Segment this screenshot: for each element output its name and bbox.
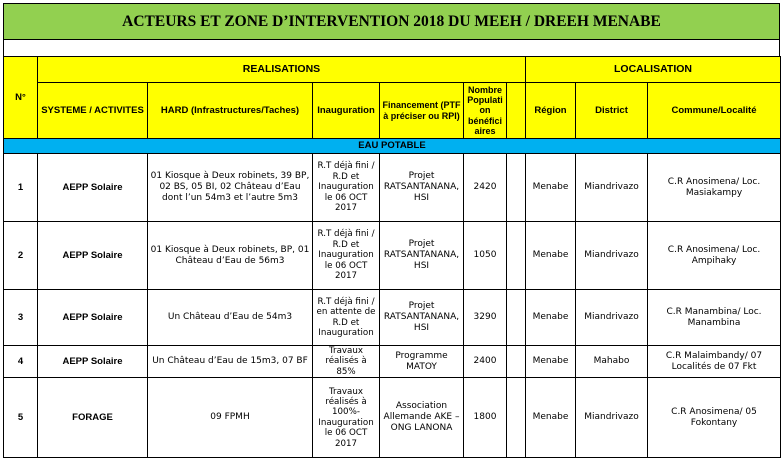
row-district: Miandrivazo: [576, 154, 648, 222]
row-population: 2420: [464, 154, 507, 222]
row-systeme: AEPP Solaire: [38, 222, 148, 290]
section-eau-potable: EAU POTABLE: [4, 139, 781, 154]
header-empty: [507, 83, 526, 139]
row-inauguration: Travaux réalisés à 85%: [313, 346, 380, 378]
header-realisations: REALISATIONS: [38, 57, 526, 83]
page-title: ACTEURS ET ZONE D’INTERVENTION 2018 DU MEEH / DREEH MENABE: [3, 3, 780, 40]
row-population: 3290: [464, 290, 507, 346]
row-financement: Projet RATSANTANANA, HSI: [380, 290, 464, 346]
row-systeme: AEPP Solaire: [38, 154, 148, 222]
row-financement: Projet RATSANTANANA, HSI: [380, 222, 464, 290]
row-population: 2400: [464, 346, 507, 378]
row-hard: Un Château d’Eau de 15m3, 07 BF: [148, 346, 313, 378]
table-row: [4, 154, 781, 222]
row-inauguration: R.T déjà fini / en attente de R.D et Inauguration: [313, 290, 380, 346]
row-region: Menabe: [526, 222, 576, 290]
row-empty: [507, 154, 526, 222]
row-commune: C.R Malaimbandy/ 07 Localités de 07 Fkt: [648, 346, 781, 378]
header-no: N°: [4, 57, 38, 139]
header-population: Nombre Populati on bénéfici aires: [464, 83, 507, 139]
table-row: [4, 378, 781, 458]
row-empty: [507, 222, 526, 290]
header-commune: Commune/Localité: [648, 83, 781, 139]
table-row: [4, 222, 781, 290]
row-no: 4: [4, 346, 38, 378]
row-population: 1050: [464, 222, 507, 290]
row-district: Miandrivazo: [576, 378, 648, 458]
row-district: Mahabo: [576, 346, 648, 378]
header-localisation: LOCALISATION: [526, 57, 781, 83]
row-inauguration: R.T déjà fini / R.D et Inauguration le 06 OCT 2017: [313, 222, 380, 290]
row-empty: [507, 290, 526, 346]
row-district: Miandrivazo: [576, 290, 648, 346]
row-hard: 01 Kiosque à Deux robinets, 39 BP, 02 BS, 05 BI, 02 Château d’Eau dont l’un 54m3 et l’autre 5m3: [148, 154, 313, 222]
row-financement: Projet RATSANTANANA, HSI: [380, 154, 464, 222]
row-region: Menabe: [526, 346, 576, 378]
row-no: 5: [4, 378, 38, 458]
row-commune: C.R Anosimena/ 05 Fokontany: [648, 378, 781, 458]
row-population: 1800: [464, 378, 507, 458]
row-no: 1: [4, 154, 38, 222]
row-commune: C.R Manambina/ Loc. Manambina: [648, 290, 781, 346]
row-systeme: FORAGE: [38, 378, 148, 458]
row-hard: 01 Kiosque à Deux robinets, BP, 01 Château d’Eau de 56m3: [148, 222, 313, 290]
header-hard: HARD (Infrastructures/Taches): [148, 83, 313, 139]
header-financement: Financement (PTF à préciser ou RPI): [380, 83, 464, 139]
header-region: Région: [526, 83, 576, 139]
row-commune: C.R Anosimena/ Loc. Masiakampy: [648, 154, 781, 222]
header-systeme: SYSTEME / ACTIVITES: [38, 83, 148, 139]
row-region: Menabe: [526, 290, 576, 346]
row-inauguration: Travaux réalisés à 100%- Inauguration le 06 OCT 2017: [313, 378, 380, 458]
table-row: [4, 346, 781, 378]
interventions-table: [3, 56, 781, 458]
row-region: Menabe: [526, 378, 576, 458]
row-systeme: AEPP Solaire: [38, 346, 148, 378]
row-systeme: AEPP Solaire: [38, 290, 148, 346]
row-hard: Un Château d’Eau de 54m3: [148, 290, 313, 346]
row-no: 2: [4, 222, 38, 290]
row-inauguration: R.T déjà fini / R.D et Inauguration le 06 OCT 2017: [313, 154, 380, 222]
row-empty: [507, 346, 526, 378]
row-no: 3: [4, 290, 38, 346]
header-inauguration: Inauguration: [313, 83, 380, 139]
table-row: [4, 290, 781, 346]
row-commune: C.R Anosimena/ Loc. Ampihaky: [648, 222, 781, 290]
row-financement: Programme MATOY: [380, 346, 464, 378]
header-district: District: [576, 83, 648, 139]
row-hard: 09 FPMH: [148, 378, 313, 458]
row-district: Miandrivazo: [576, 222, 648, 290]
blank-row: [3, 40, 780, 57]
row-empty: [507, 378, 526, 458]
row-financement: Association Allemande AKE – ONG LANONA: [380, 378, 464, 458]
row-region: Menabe: [526, 154, 576, 222]
